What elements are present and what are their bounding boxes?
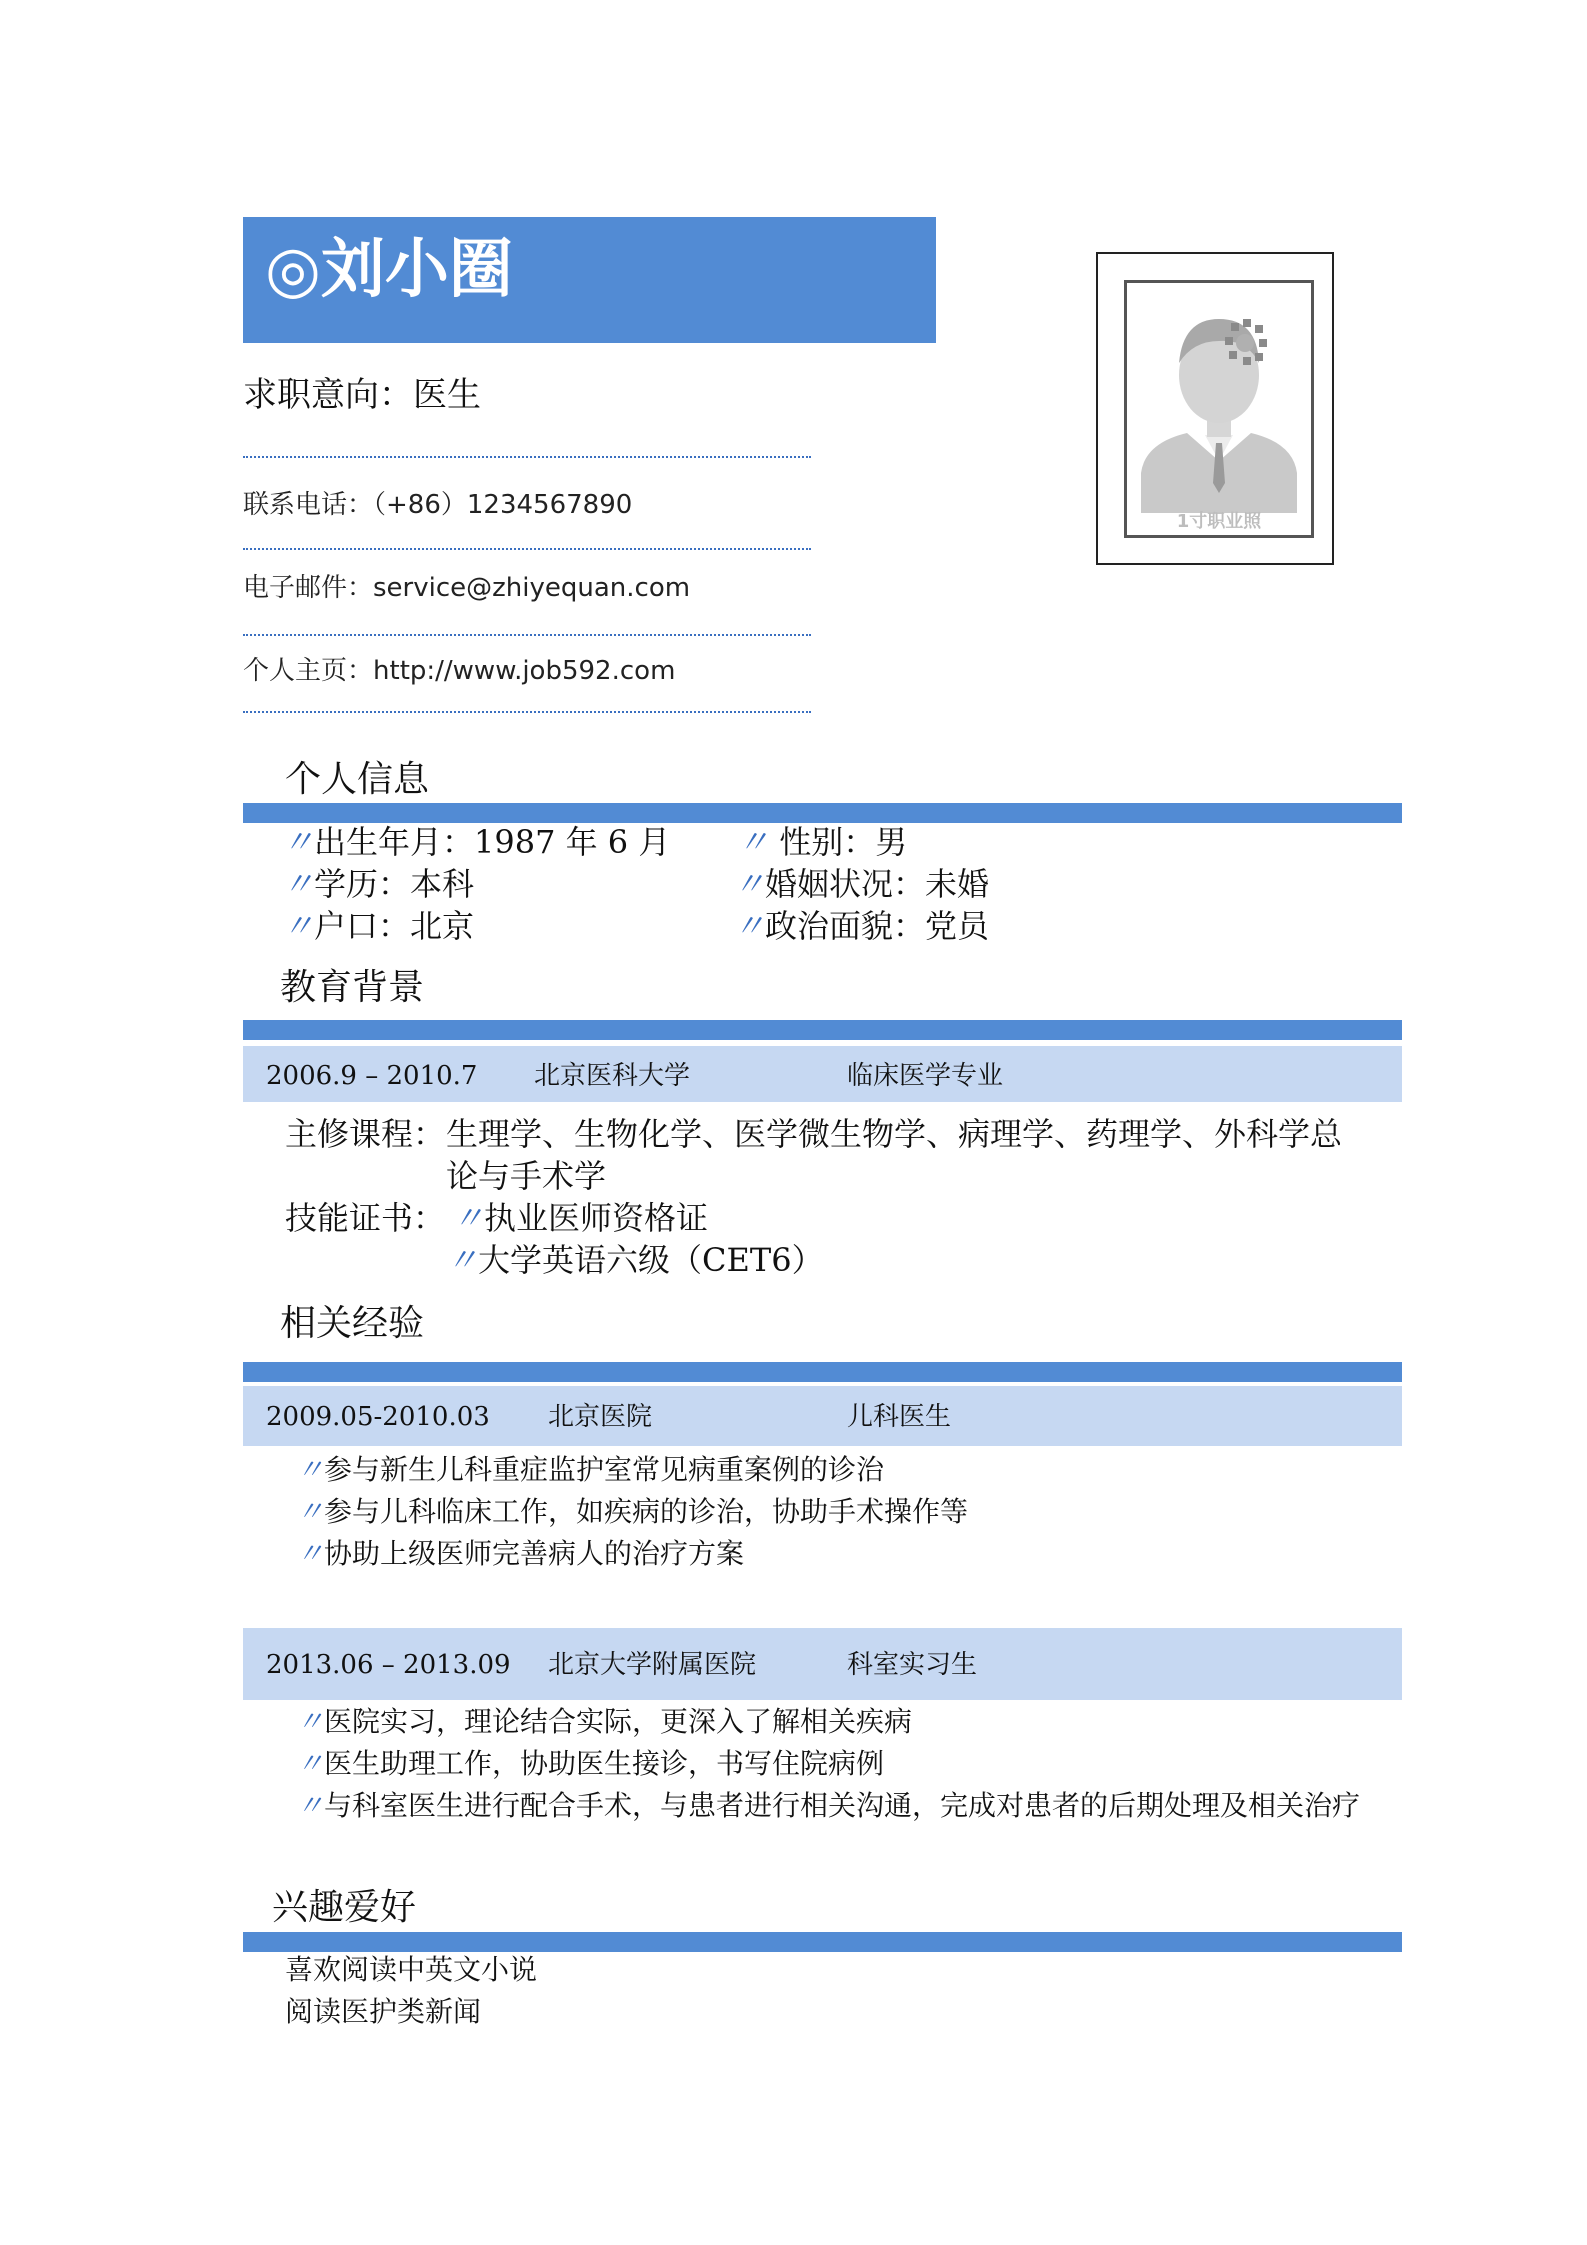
info-education: 〃学历：本科: [282, 865, 475, 903]
job-intent: 求职意向：医生: [243, 375, 481, 415]
homepage-value[interactable]: http://www.job592.com: [373, 656, 676, 686]
hobby-item: 喜欢阅读中英文小说: [285, 1953, 538, 1986]
section-bar: [243, 1020, 1402, 1040]
info-birth: 〃出生年月：1987 年 6 月: [282, 823, 671, 861]
divider: [243, 711, 811, 713]
section-bar: [243, 1932, 1402, 1952]
info-political: 〃政治面貌：党员: [733, 907, 990, 945]
courses-label: 主修课程：: [285, 1115, 446, 1153]
divider: [243, 548, 811, 550]
divider: [243, 456, 811, 458]
photo-placeholder: [1124, 280, 1314, 538]
divider: [243, 634, 811, 636]
certs-label: 技能证书：: [285, 1199, 446, 1237]
email-value[interactable]: service@zhiyequan.com: [373, 573, 691, 603]
job-item: 〃参与新生儿科重症监护室常见病重案例的诊治: [296, 1453, 885, 1486]
job-item: 〃协助上级医师完善病人的治疗方案: [296, 1537, 745, 1570]
job-period: 2009.05-2010.03: [266, 1402, 490, 1432]
edu-school: 北京医科大学: [534, 1061, 691, 1091]
section-title-personal: 个人信息: [285, 759, 430, 800]
job-period: 2013.06 – 2013.09: [266, 1650, 511, 1680]
job-role: 科室实习生: [847, 1650, 978, 1680]
job-org: 北京医院: [548, 1402, 653, 1432]
job-org: 北京大学附属医院: [548, 1650, 757, 1680]
job-item: 〃医院实习，理论结合实际，更深入了解相关疾病: [296, 1705, 913, 1738]
job-item: 〃与科室医生进行配合手术，与患者进行相关沟通，完成对患者的后期处理及相关治疗: [296, 1789, 1361, 1822]
email-label: 电子邮件：: [243, 573, 374, 603]
phone-value: （+86）1234567890: [373, 490, 633, 520]
edu-major: 临床医学专业: [847, 1061, 1004, 1091]
info-hukou: 〃户口：北京: [282, 907, 475, 945]
info-gender: 〃 性别：男: [737, 823, 908, 861]
info-marital: 〃婚姻状况：未婚: [733, 865, 990, 903]
job-item: 〃参与儿科临床工作，如疾病的诊治，协助手术操作等: [296, 1495, 969, 1528]
cert-item: 〃大学英语六级（CET6）: [446, 1241, 824, 1279]
candidate-name: ◎刘小圈: [265, 233, 513, 307]
contact-phone: [243, 492, 632, 518]
section-title-hobbies: 兴趣爱好: [272, 1887, 417, 1928]
courses-line1: 生理学、生物化学、医学微生物学、病理学、药理学、外科学总: [446, 1115, 1343, 1153]
photo-caption: 1寸职业照: [1176, 511, 1262, 532]
homepage-label: 个人主页：: [243, 656, 374, 686]
job-item: 〃医生助理工作，协助医生接诊，书写住院病例: [296, 1747, 885, 1780]
contact-homepage: [243, 658, 675, 684]
hobby-item: 阅读医护类新闻: [285, 1995, 482, 2028]
section-title-education: 教育背景: [280, 967, 425, 1008]
cert-item: 〃执业医师资格证: [452, 1199, 709, 1237]
section-bar: [243, 1362, 1402, 1382]
section-title-experience: 相关经验: [280, 1303, 425, 1344]
edu-period: 2006.9 – 2010.7: [266, 1061, 478, 1091]
phone-label: 联系电话：: [243, 490, 374, 520]
job-role: 儿科医生: [847, 1402, 952, 1432]
person-silhouette-icon: [1127, 283, 1311, 535]
courses-line2: 论与手术学: [446, 1157, 607, 1195]
contact-email: [243, 575, 690, 601]
section-bar: [243, 803, 1402, 823]
